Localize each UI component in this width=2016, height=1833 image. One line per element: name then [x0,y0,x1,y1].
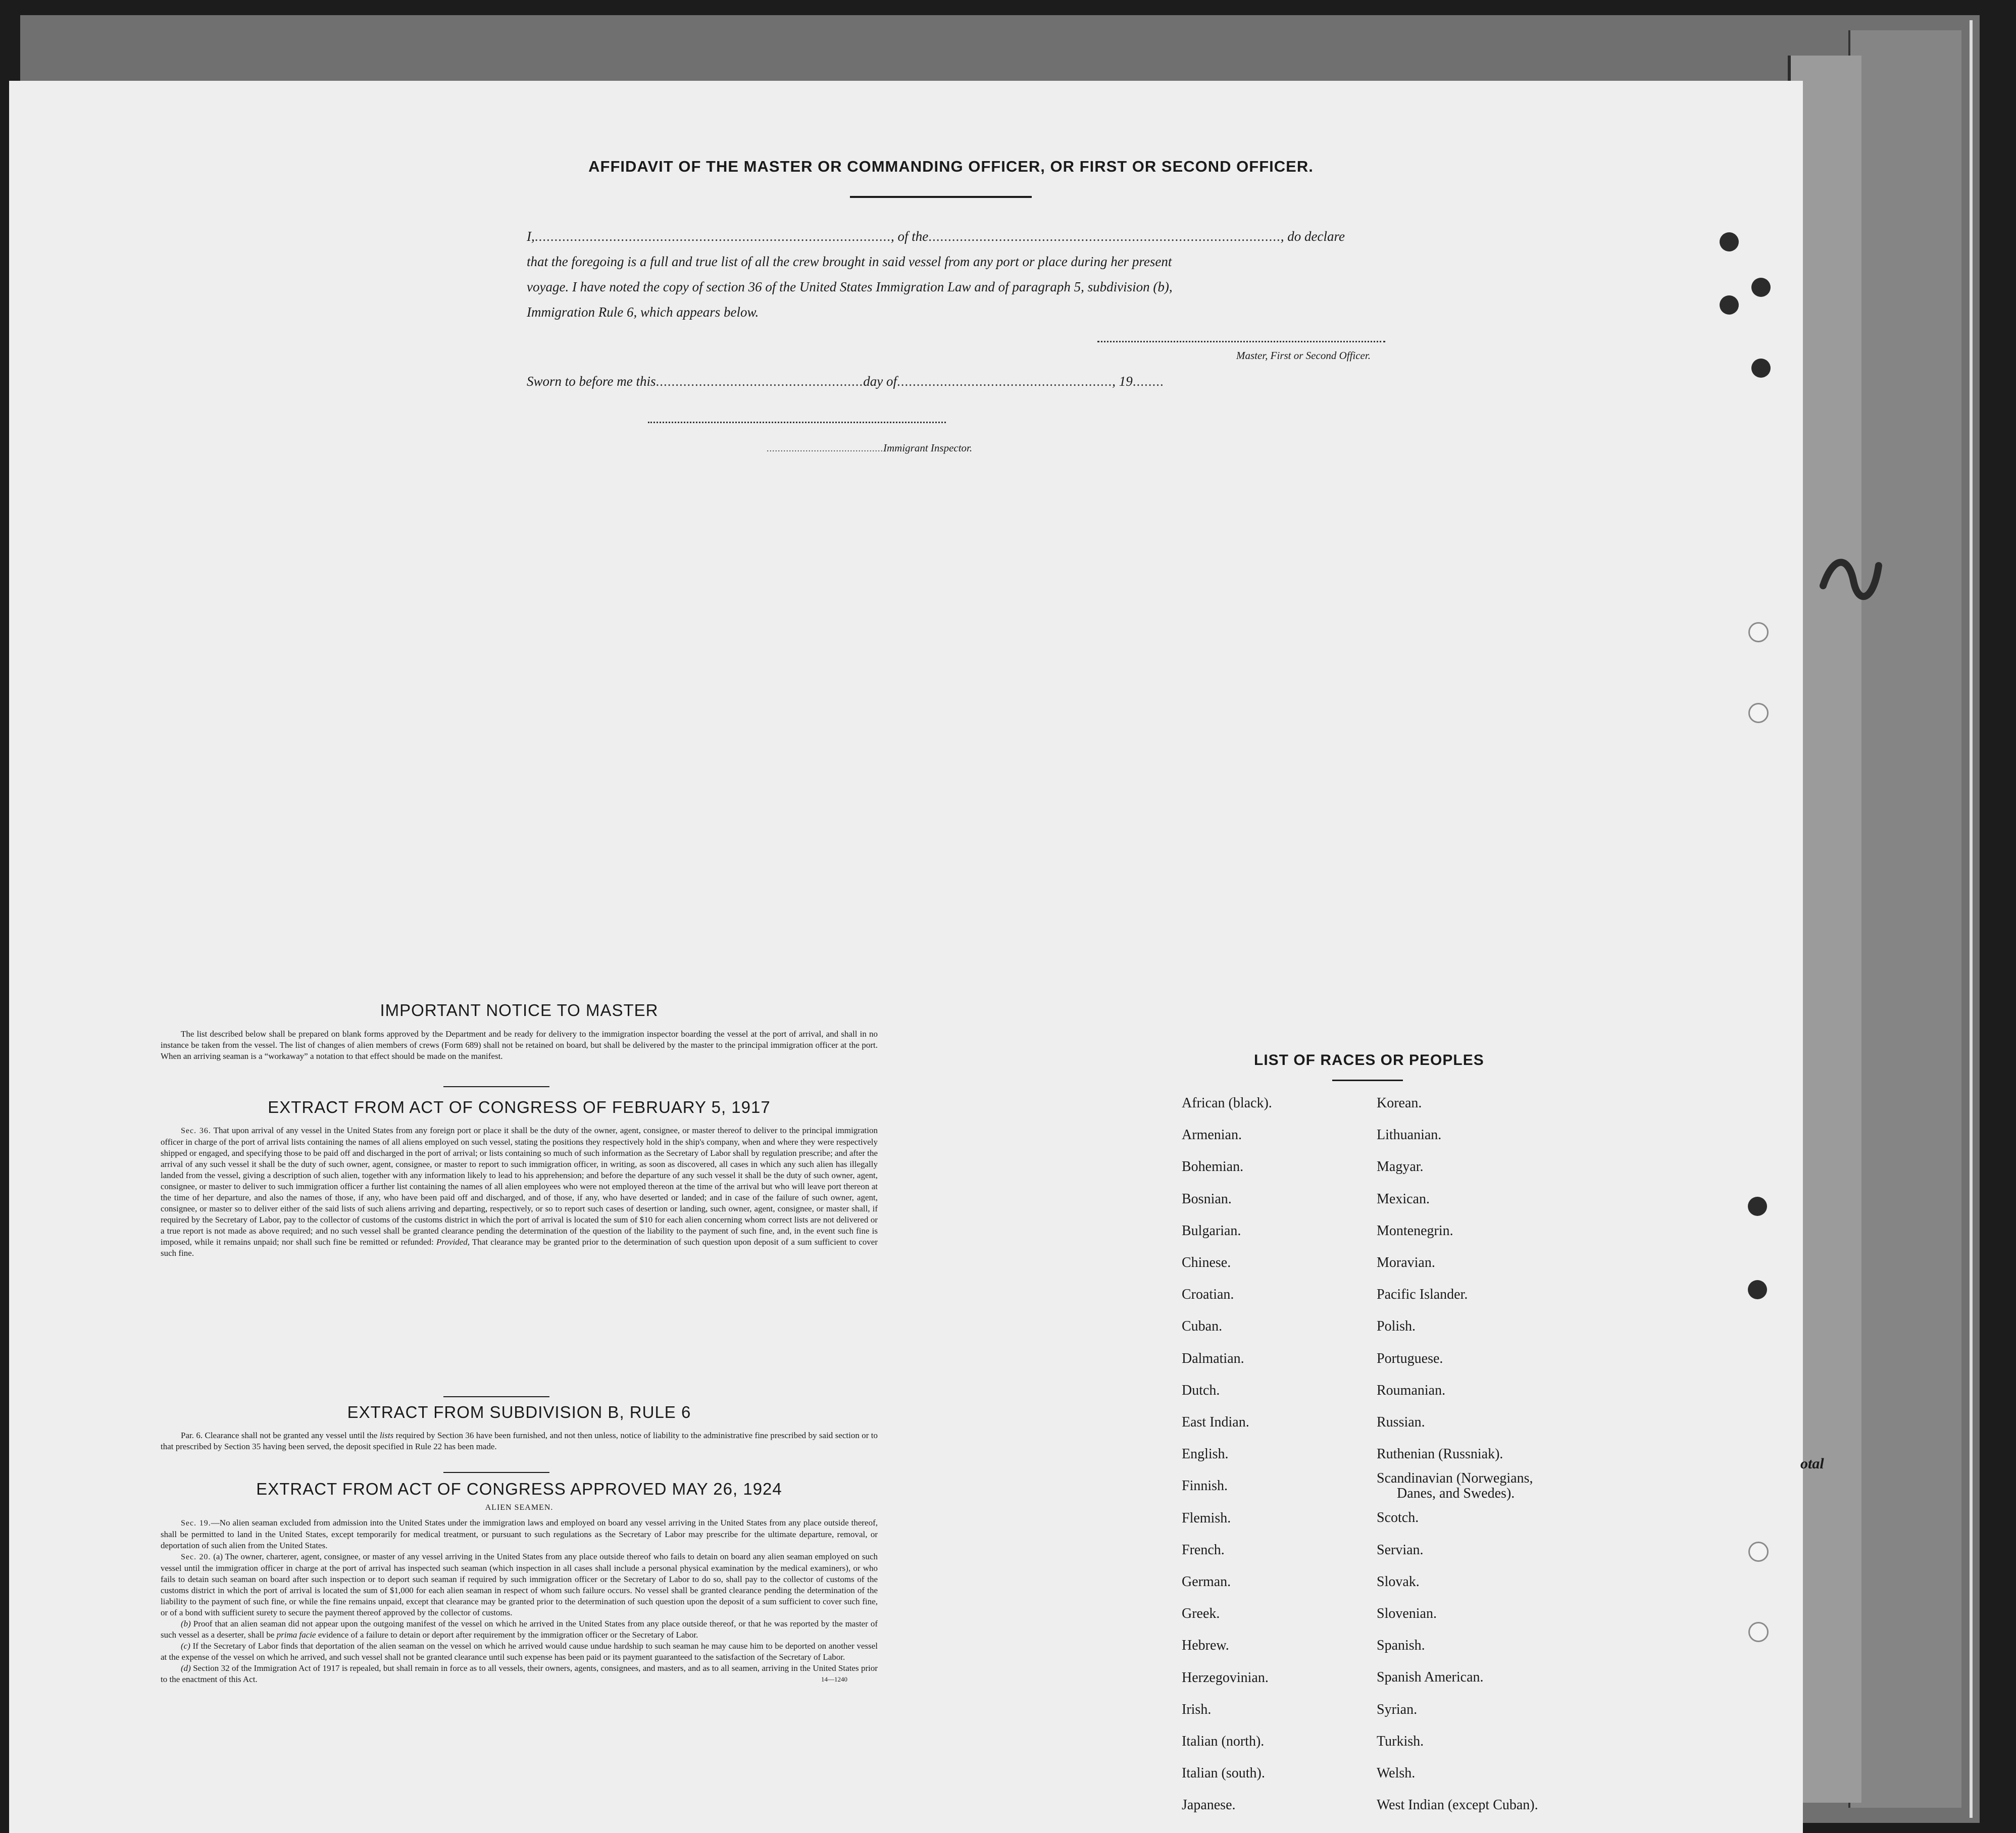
race-item: Greek. [1182,1606,1220,1622]
race-item: Roumanian. [1377,1382,1446,1398]
affidavit-i: I, [527,229,535,244]
race-item: Scotch. [1377,1510,1419,1526]
notice-body: The list described below shall be prepared on blank forms approved by the Department and be ready for delivery to the immigration inspector boarding the vessel at the port of arrival, and shall in no instance be taken from the vessel. The list of changes of alien members of crews (Form 689) shall not be retained on board, but shall be delivered by the master to the principal immigration officer at the port. When an arriving seaman is a “workaway” a notation to that effect should be made on the manifest. [161,1029,878,1061]
affidavit-declare: , do declare [1280,229,1345,244]
race-item: Herzegovinian. [1182,1669,1269,1686]
race-item: Italian (north). [1182,1734,1265,1750]
race-item: Japanese. [1182,1797,1236,1813]
race-item: Turkish. [1377,1733,1424,1749]
margin-total-label: otal [1800,1455,1824,1472]
affidavit-line-4: Immigration Rule 6, which appears below. [527,304,759,320]
race-item: Moravian. [1377,1255,1435,1271]
binder-hole [1748,1280,1767,1299]
race-item: Portuguese. [1377,1350,1443,1366]
race-item: Slovenian. [1377,1606,1437,1622]
inspector-signature-line[interactable] [648,422,946,423]
race-item: Lithuanian. [1377,1127,1442,1143]
race-item: Hebrew. [1182,1638,1229,1654]
extract-1924-body: Sec. 19.—No alien seaman excluded from admission into the United States under the immigration laws and employed on board any vessel arriving in the United States from any place outside thereof, shall be permitted to land in the United States, except temporarily for medical treatment, or pursuant to such regulations as the Secretary of Labor may prescribe for the ultimate departure, removal, or deportation of such alien from the United States. Sec. 20. (a) The owner, charterer, agent, consignee, or master of any vessel arriving in the United States from any place outside thereof who fails to detain on board any alien seaman employed on such vessel until the immigration officer in charge at the port of arrival has inspected such seaman (which inspection in all cases shall include a personal physical examination by the medical examiners), or who fails to detain such seaman on board after such inspection or to deport such seaman if required by such immigration officer or the Secretary of Labor to do so, shall pay to the collector of customs of the customs district in which the port of arrival is located the sum of $1,000 for each alien seaman in respect of whom such failure occurs. No vessel shall be granted clearance pending the determination of the liability to the payment of such fine, or while the fine remains unpaid, except that clearance may be granted prior to the determination of such question upon the deposit of a sum sufficient to cover such fine, or of a bond with sufficient surety to secure the payment thereof approved by the collector of customs. (b) Proof that an alien seaman did not appear upon the outgoing manifest of the vessel on which he arrived in the United States from any place outside thereof, or that he was reported by the master of such vessel as a deserter, shall be prima facie evidence of a failure to detain or deport after requirement by the immigration officer or the Secretary of Labor. (c) If the Secretary of Labor finds that deportation of the alien seaman on the vessel on which he arrived would cause undue hardship to such seaman he may cause him to be deported on another vessel at the expense of the vessel on which he arrived, and such vessel shall not be granted clearance until such expense has been paid or its payment guaranteed to the satisfaction of the Secretary of Labor. (d) Section 32 of the Immigration Act of 1917 is repealed, but shall remain in force as to all vessels, their owners, agents, consignees, and masters, and as to all seamen, arriving in the United States prior to the enactment of this Act. 14—1240 [161,1518,878,1684]
race-item: African (black). [1182,1095,1272,1111]
race-item: Bosnian. [1182,1191,1232,1207]
race-item: Ruthenian (Russniak). [1377,1446,1503,1462]
sworn-line: Sworn to before me this.....................................................day of......................................................., 19........ [527,374,1164,389]
race-item: Croatian. [1182,1287,1234,1303]
race-item: Magyar. [1377,1159,1424,1175]
binder-hole [1720,232,1739,251]
race-item: Syrian. [1377,1701,1418,1717]
race-item: German. [1182,1574,1231,1590]
background-paper-edge [1848,30,1961,1808]
rule-6-body: Par. 6. Clearance shall not be granted any vessel until the lists required by Section 36 have been furnished, and not then unless, notice of liability to the administrative fine prescribed by said section or to that prescribed by Section 35 having been served, the deposit specified in Rule 22 has been made. [161,1431,878,1451]
race-item: Bohemian. [1182,1159,1244,1175]
extract-1917-title: EXTRACT FROM ACT OF CONGRESS OF FEBRUARY 5, 1917 [268,1098,771,1116]
race-item: English. [1182,1446,1229,1462]
race-item: Italian (south). [1182,1765,1265,1781]
extract-1917-body: Sec. 36. That upon arrival of any vessel in the United States from any foreign port or place it shall be the duty of the owner, agent, consignee, or master thereof to deliver to the principal immigration officer in charge of the port of arrival lists containing the names of all aliens employed on such vessel, stating the positions they respectively hold in the ship's company, when and where they were respectively shipped or engaged, and specifying those to be paid off and discharged in the port of arrival; or lists containing so much of such information as the Secretary of Labor shall by regulation prescribe; and after the arrival of any such vessel it shall be the duty of such owner, agent, consignee, or master to report to such immigration officer, in writing, as soon as discovered, all cases in which any such alien has illegally landed from the vessel, giving a description of such alien, together with any information likely to lead to his apprehension; and before the departure of any such vessel it shall be the duty of such owner, agent, consignee, or master to deliver to such immigration officer a further list containing the names of all alien employees who were not employed thereon at the time of the arrival but who will leave port thereon at the time of her departure, and also the names of those, if any, who have been paid off and discharged, and of those, if any, who have deserted or landed; and in case of the failure of such owner, agent, consignee, or master so to deliver either of the said lists of such aliens arriving and departing, respectively, or so to report such cases of desertion or landing, such owner, agent, consignee, or master shall, if required by the Secretary of Labor, pay to the collector of customs of the customs district in which the port of arrival is located the sum of $10 for each alien concerning whom correct lists are not delivered or a true report is not made as above required; and no such vessel shall be granted clearance pending the determination of the question of the liability to the payment of such fine, and, in the event such fine is imposed, while it remains unpaid; nor shall such fine be remitted or refunded: Provided, That clearance may be granted prior to the determination of such question upon deposit of a sum sufficient to cover such fine. [161,1126,878,1258]
race-item: Spanish. [1377,1638,1425,1654]
binder-hole [1748,703,1769,723]
race-item: Dutch. [1182,1382,1220,1398]
notice-title: IMPORTANT NOTICE TO MASTER [380,1001,659,1020]
affidavit-of: , of the [891,229,929,244]
binder-hole [1748,622,1769,642]
master-signature-caption: Master, First or Second Officer. [1236,349,1371,362]
rule-6-title: EXTRACT FROM SUBDIVISION B, RULE 6 [347,1403,691,1421]
master-signature-line[interactable] [1097,341,1385,342]
binder-hole [1748,1622,1769,1642]
race-item: Russian. [1377,1414,1425,1431]
race-item: French. [1182,1542,1225,1558]
races-left-column [1182,1087,1272,1821]
race-item: Montenegrin. [1377,1223,1453,1239]
race-item: Finnish. [1182,1478,1228,1494]
binder-hole [1751,359,1771,378]
sworn-prefix: Sworn to before me this [527,374,656,389]
races-title: LIST OF RACES OR PEOPLES [1254,1052,1484,1068]
affidavit-line-2: that the foregoing is a full and true list of all the crew brought in said vessel from any port or place during her present [527,254,1172,269]
binder-hole [1748,1542,1769,1562]
race-item: Dalmatian. [1182,1350,1244,1366]
affidavit-line-3: voyage. I have noted the copy of section 36 of the United States Immigration Law and of paragraph 5, subdivision (b), [527,279,1173,294]
scan-edge [1970,20,1973,1818]
section-rule [443,1086,549,1087]
race-item: Spanish American. [1377,1669,1484,1686]
race-item: Flemish. [1182,1510,1231,1526]
race-item: Armenian. [1182,1127,1242,1143]
race-item: West Indian (except Cuban). [1377,1797,1538,1813]
form-number: 14—1240 [821,1675,847,1683]
race-item: Pacific Islander. [1377,1287,1468,1303]
races-right-column [1377,1087,1538,1821]
binder-hole [1720,295,1739,315]
section-rule [443,1396,549,1397]
sec-36-label: Sec. 36. [181,1127,211,1135]
section-rule [443,1472,549,1473]
race-item: Scandinavian (Norwegians, Danes, and Swedes). [1377,1470,1533,1502]
race-item: Servian. [1377,1542,1424,1558]
extract-1924-title: EXTRACT FROM ACT OF CONGRESS APPROVED MAY 26, 1924 [256,1480,782,1498]
title-rule [850,196,1032,198]
race-item: Welsh. [1377,1765,1416,1781]
race-item: Mexican. [1377,1191,1430,1207]
inspector-caption: ..........................................Immigrant Inspector. [767,442,973,454]
race-item: Korean. [1377,1095,1422,1111]
binder-hole [1751,278,1771,297]
pencil-scribble-mark [1818,545,1884,611]
affidavit-line-1: I,..........................................................................................., of the.........................................................................................., do declare [527,229,1345,244]
race-item: Irish. [1182,1701,1212,1717]
sworn-year: , 19 [1112,374,1133,389]
race-item: East Indian. [1182,1414,1249,1431]
race-item: Chinese. [1182,1255,1231,1271]
race-item: Bulgarian. [1182,1223,1241,1239]
race-item: Cuban. [1182,1318,1223,1335]
document-page [9,81,1803,1833]
alien-seamen-subtitle: ALIEN SEAMEN. [485,1503,553,1512]
race-item: Slovak. [1377,1573,1420,1590]
race-item: Polish. [1377,1318,1416,1335]
races-rule [1332,1080,1403,1081]
sworn-day: day of [863,374,897,389]
affidavit-title: AFFIDAVIT OF THE MASTER OR COMMANDING OFFICER, OR FIRST OR SECOND OFFICER. [588,158,1314,175]
binder-hole [1748,1197,1767,1216]
